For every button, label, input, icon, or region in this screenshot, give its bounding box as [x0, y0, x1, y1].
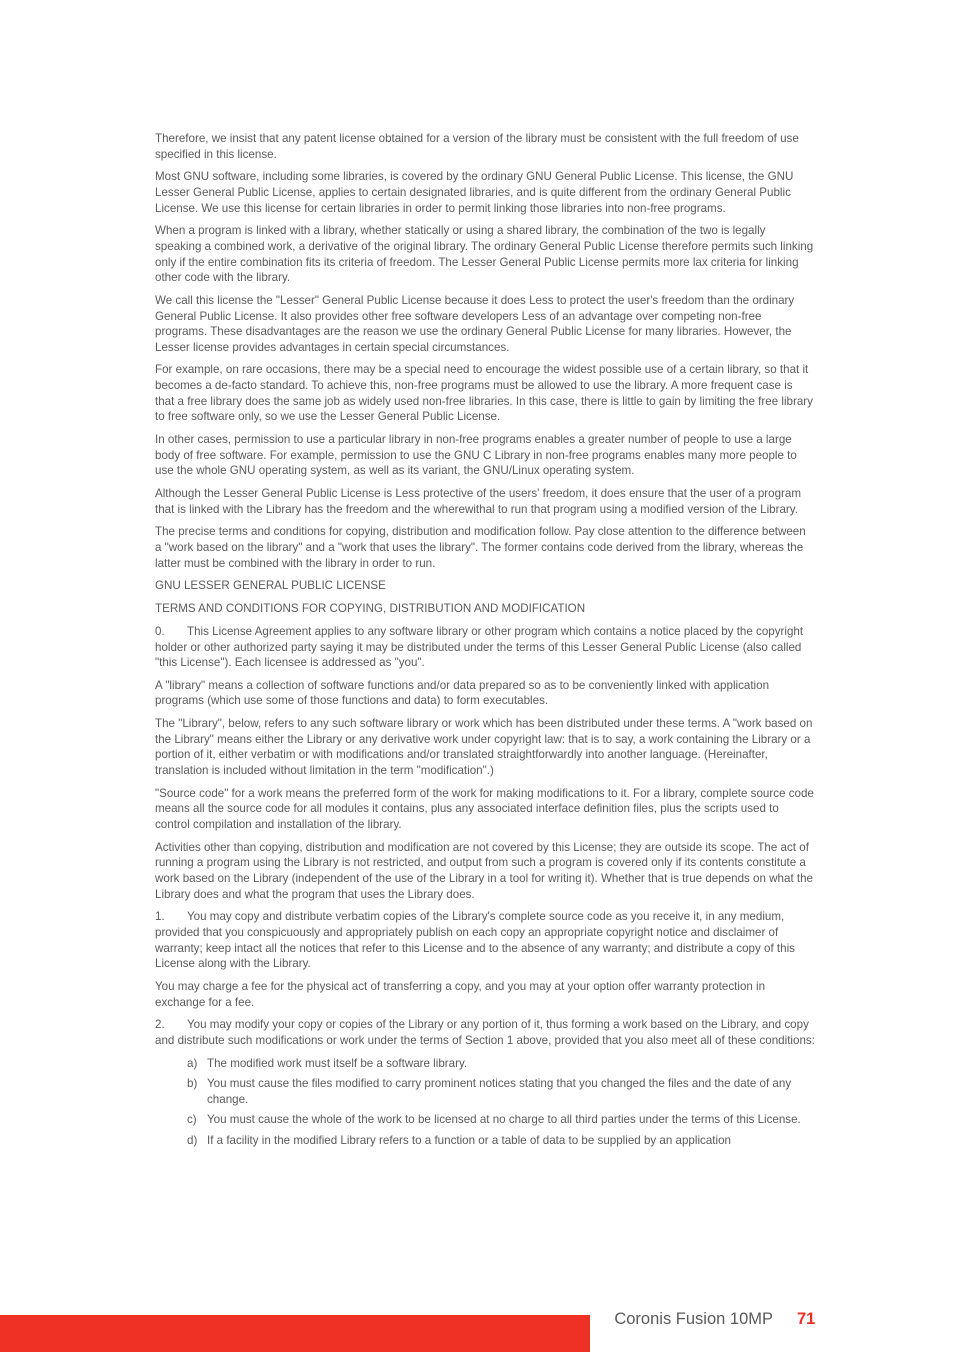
license-text — [155, 131, 815, 1154]
section-0 — [155, 624, 815, 671]
paragraph: Therefore, we insist that any patent license obtained for a version of the library must be consistent with the full freedom of use specified in this license. — [155, 132, 799, 161]
list-text: You must cause the files modified to carry prominent notices stating that you changed the files and the date of any change. — [207, 1077, 792, 1106]
paragraph: In other cases, permission to use a particular library in non-free programs enables a greater number of people to use a large body of free software. For example, permission to use the GNU C Library in non-free programs enables many more people to use the whole GNU operating system, as well as its variant, the GNU/Linux operating system. — [155, 433, 797, 478]
list-text: If a facility in the modified Library refers to a function or a table of data to be supplied by an application — [207, 1134, 731, 1148]
section-number: 1. — [155, 910, 165, 924]
section-text: You may copy and distribute verbatim copies of the Library's complete source code as you receive it, in any medium, provided that you conspicuously and appropriately publish on each copy an appropriate copyright notice and disclaimer of warranty; keep intact all the notices that refer to this License and to the absence of any warranty; and distribute a copy of this License along with the Library. — [155, 910, 795, 971]
paragraph: A "library" means a collection of software functions and/or data prepared so as to be conveniently linked with application programs (which use some of those functions and data) to form executables. — [155, 678, 770, 708]
section-number: 2. — [155, 1018, 165, 1032]
list-item — [155, 1076, 815, 1107]
section-1 — [155, 909, 815, 971]
list-item — [155, 1133, 815, 1149]
terms-heading: TERMS AND CONDITIONS FOR COPYING, DISTRIBUTION AND MODIFICATION — [155, 602, 586, 616]
paragraph: For example, on rare occasions, there may be a special need to encourage the widest possible use of a certain library, so that it becomes a de-facto standard. To achieve this, non-free programs must be allowed to use the library. A more frequent case is that a free library does the same job as widely used non-free libraries. In this case, there is little to gain by limiting the free library to free software only, so we use the Lesser General Public License. — [155, 363, 813, 424]
section-number: 0. — [155, 624, 165, 638]
list-marker: c) — [187, 1113, 197, 1127]
paragraph: "Source code" for a work means the preferred form of the work for making modifications to it. For a library, complete source code means all the source code for all modules it contains, plus any associated interface definition files, plus the scripts used to control compilation and installation of the library. — [155, 786, 814, 831]
list-item — [155, 1112, 815, 1128]
list-item — [155, 1056, 815, 1072]
list-marker: d) — [187, 1134, 198, 1148]
list-marker: b) — [187, 1077, 198, 1091]
list-text: The modified work must itself be a software library. — [207, 1056, 468, 1070]
conditions-list — [155, 1056, 815, 1149]
paragraph: When a program is linked with a library, whether statically or using a shared library, the combination of the two is legally speaking a combined work, a derivative of the original library. The ordinary General Public License therefore permits such linking only if the entire combination fits its criteria of freedom. The Lesser General Public License permits more lax criteria for linking other code with the library. — [155, 224, 814, 285]
paragraph: Although the Lesser General Public License is Less protective of the users' freedom, it does ensure that the user of a program that is linked with the Library has the freedom and the wherewithal to run that program using a modified version of the Library. — [155, 487, 802, 516]
paragraph: Most GNU software, including some libraries, is covered by the ordinary GNU General Public License. This license, the GNU Lesser General Public License, applies to certain designated libraries, and is quite different from the ordinary General Public License. We use this license for certain libraries in order to permit linking those libraries into non-free programs. — [155, 170, 794, 215]
paragraph: You may charge a fee for the physical act of transferring a copy, and you may at your option offer warranty protection in exchange for a fee. — [155, 979, 766, 1009]
list-text: You must cause the whole of the work to be licensed at no charge to all third parties under the terms of this License. — [207, 1113, 801, 1127]
section-2 — [155, 1017, 815, 1048]
section-text: This License Agreement applies to any software library or other program which contains a notice placed by the copyright holder or other authorized party saying it may be distributed under the terms of this Lesser General Public License (also called "this License"). Each licensee is addressed as "you". — [155, 624, 804, 670]
page-number: 71 — [797, 1310, 816, 1328]
paragraph: We call this license the "Lesser" General Public License because it does Less to protect the user's freedom than the ordinary General Public License. It also provides other free software developers Less of an advantage over competing non-free programs. These disadvantages are the reason we use the ordinary General Public License for many libraries. However, the Lesser license provides advantages in certain special circumstances. — [155, 293, 795, 354]
paragraph: The "Library", below, refers to any such software library or work which has been distributed under these terms. A "work based on the Library" means either the Library or any derivative work under copyright law: that is to say, a work containing the Library or a portion of it, either verbatim or with modifications and/or translated straightforwardly into another language. (Hereinafter, translation is included without limitation in the term "modification".) — [155, 717, 813, 778]
section-text: You may modify your copy or copies of the Library or any portion of it, thus forming a work based on the Library, and copy and distribute such modifications or work under the terms of Section 1 above, provided that you also meet all of these conditions: — [155, 1018, 815, 1047]
footer-accent-bar — [0, 1315, 590, 1352]
paragraph: The precise terms and conditions for copying, distribution and modification follow. Pay close attention to the difference between a "work based on the library" and a "work that uses the library". The former contains code derived from the library, whereas the latter must be combined with the library in order to run. — [155, 525, 806, 570]
license-heading: GNU LESSER GENERAL PUBLIC LICENSE — [155, 579, 386, 593]
list-marker: a) — [187, 1056, 198, 1070]
footer-product-title: Coronis Fusion 10MP — [614, 1310, 773, 1328]
paragraph: Activities other than copying, distribution and modification are not covered by this License; they are outside its scope. The act of running a program using the Library is not restricted, and output from such a program is covered only if its contents constitute a work based on the Library (independent of the use of the Library in a tool for writing it). Whether that is true depends on what the Library does and what the program that uses the Library does. — [155, 840, 814, 901]
